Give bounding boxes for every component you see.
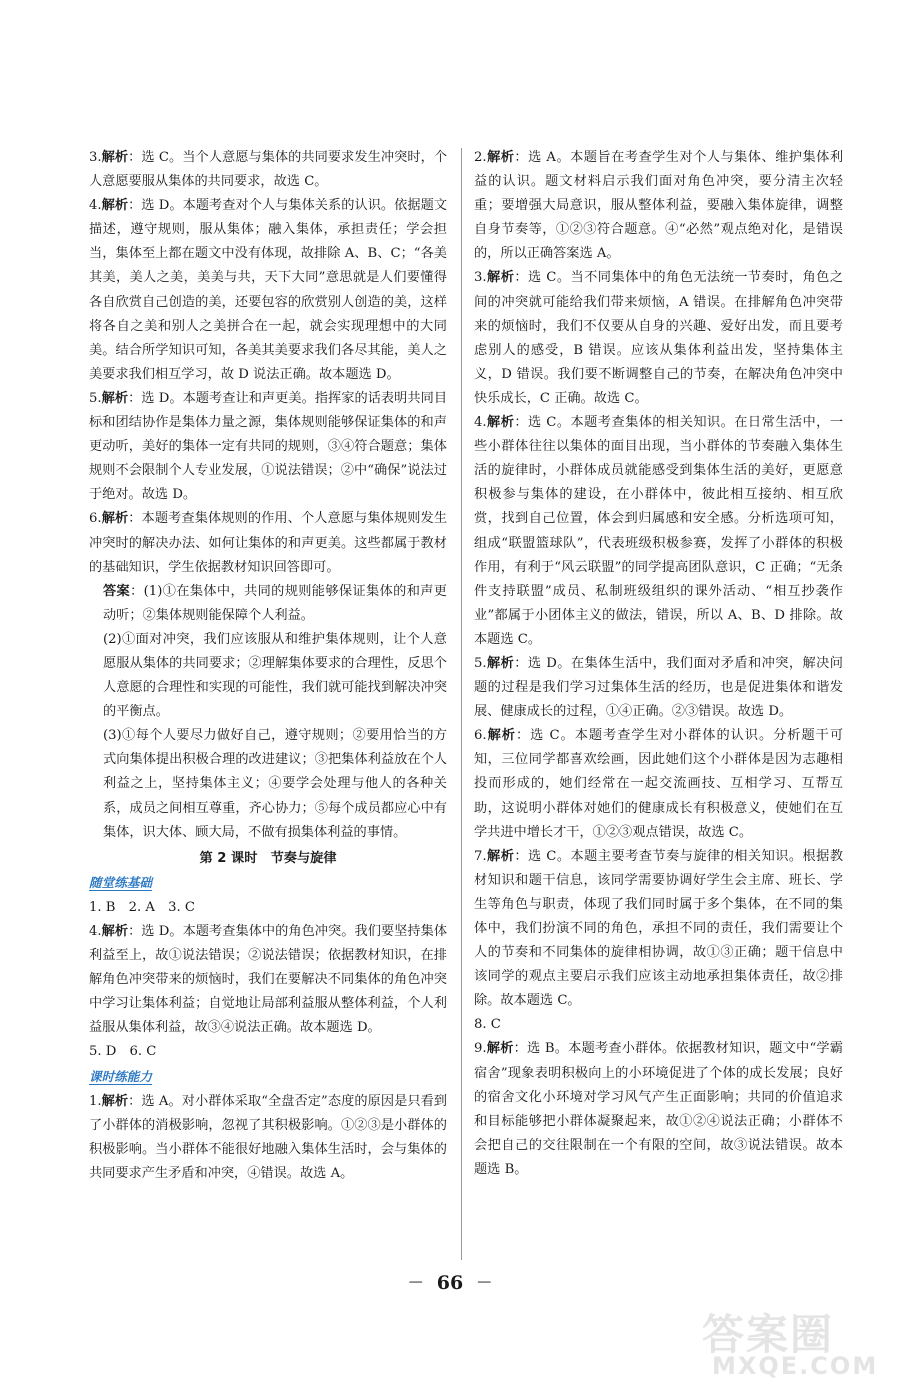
- answer-item: 6.解析：本题考查集体规则的作用、个人意愿与集体规则发生冲突时的解决办法、如何让集体的和声更美。这些都属于教材的基础知识，学生依据教材知识回答即可。: [89, 511, 448, 575]
- answer-item: 3.解析：选 C。当不同集体中的角色无法统一节奏时，角色之间的冲突就可能给我们带来烦恼，A 错误。在排解角色冲突带来的烦恼时，我们不仅要从自身的兴趣、爱好出发，而且要考虑别人的感受，B 错误。应该从集体利益出发，坚持集体主义，D 错误。我们要不断调整自己的节奏，在解决角色冲突中快乐成长，C 正确。故选 C。: [474, 270, 844, 406]
- answer-item: 5.解析：选 D。在集体生活中，我们面对矛盾和冲突，解决问题的过程是我们学习过集体生活的经历，也是促进集体和谐发展、健康成长的过程，①④正确。②③错误。故选 D。: [474, 655, 843, 720]
- section-title: 第 2 课时 节奏与旋律: [199, 850, 337, 866]
- label-analysis: 解析: [486, 1041, 514, 1057]
- label-analysis: 解析: [101, 924, 129, 939]
- label-answer: 答案: [103, 583, 131, 599]
- subsection-heading: 课时练能力: [89, 1068, 152, 1084]
- subsection-heading: 随堂练基础: [89, 874, 152, 890]
- label-analysis: 解析: [486, 270, 515, 286]
- answer-block: (2)①面对冲突，我们应该服从和维护集体规则，让个人意愿服从集体的共同要求；②理解集体要求的合理性，反思个人意愿的合理性和实现的可能性，我们就可能找到解决冲突的平衡点。: [103, 631, 447, 720]
- page-number-dash-left: —: [408, 1274, 423, 1290]
- answer-item: 7.解析：选 C。本题主要考查节奏与旋律的相关知识。根据教材知识和题干信息，该同学需要协调好学生会主席、班长、学生等角色与职责，体现了我们同时属于多个集体，在不同的集体中，我们扮演不同的角色，承担不同的责任，我们需要让个人的节奏和不同集体的旋律相协调，故①③正确；题干信息中该同学的观点主要启示我们应该主动地承担集体责任，故②排除。故本题选 C。: [474, 848, 844, 1009]
- label-analysis: 解析: [101, 1093, 129, 1109]
- label-analysis: 解析: [486, 150, 515, 165]
- label-analysis: 解析: [101, 390, 129, 406]
- label-analysis: 解析: [101, 198, 129, 214]
- answer-item: 3.解析：选 C。当个人意愿与集体的共同要求发生冲突时，个人意愿要服从集体的共同要求，故选 C。: [89, 150, 448, 190]
- short-answers: 5. D 6. C: [89, 1044, 157, 1060]
- answer-item: 4.解析：选 D。本题考查对个人与集体关系的认识。依据题文描述，遵守规则，服从集体；融入集体，承担责任；学会担当，集体至上都在题文中没有体现，故排除 A、B、C；“各美其美，美人之美，美美与共，天下大同”意思就是人们要懂得各自欣赏自己创造的美，还要包容的欣赏别人创造的美，这样将各自之美和别人之美拼合在一起，就会实现理想中的大同美。结合所学知识可知，各美其美要求我们各尽其能，美人之美要求我们相互学习，故 D 说法正确。故本题选 D。: [89, 198, 448, 382]
- page-number: — 66 —: [408, 1272, 492, 1294]
- label-analysis: 解析: [486, 848, 515, 864]
- answer-item: 5.解析：选 D。本题考查让和声更美。指挥家的话表明共同目标和团结协作是集体力量之源，集体规则能够保证集体的和声更动听，美好的集体一定有共同的规则，③④符合题意；集体规则不会限制个人专业发展，①说法错误；②中“确保”说法过于绝对。故选 D。: [89, 390, 448, 503]
- watermark-top-text: 答案圈: [702, 1310, 835, 1359]
- label-analysis: 解析: [486, 415, 515, 431]
- label-analysis: 解析: [101, 511, 129, 527]
- answer-block: (3)①每个人要尽力做好自己，遵守规则；②要用恰当的方式向集体提出积极合理的改进建议；③把集体利益放在个人利益之上，坚持集体主义；④要学会处理与他人的各种关系，成员之间相互尊重，齐心协力；⑤每个成员都应心中有集体，识大体、顾大局，不做有损集体利益的事情。: [103, 728, 447, 840]
- answer-item: 1.解析：选 A。对小群体采取“全盘否定”态度的原因是只看到了小群体的消极影响，忽视了其积极影响。①②③是小群体的积极影响。当小群体不能很好地融入集体生活时，会与集体的共同要求产生矛盾和冲突，④错误。故选 A。: [89, 1093, 447, 1181]
- label-analysis: 解析: [486, 728, 516, 744]
- short-answers: 1. B 2. A 3. C: [89, 899, 196, 915]
- label-analysis: 解析: [486, 655, 515, 671]
- label-analysis: 解析: [101, 150, 129, 165]
- answer-item: 9.解析：选 B。本题考查小群体。依据教材知识，题文中“学霸宿舍”现象表明积极向上的小环境促进了个体的成长发展；良好的宿舍文化小环境对学习风气产生正面影响；共同的价值追求和目标能够把小群体凝聚起来，故①②④说法正确；小群体不会把自己的交往限制在一个有限的空间，故③说法错误。故本题选 B。: [474, 1041, 844, 1177]
- short-answers: 8. C: [474, 1017, 501, 1033]
- answer-item: 4.解析：选 D。本题考查集体中的角色冲突。我们要坚持集体利益至上，故①说法错误；②说法错误；依据教材知识，在排解角色冲突带来的烦恼时，我们在要解决不同集体的角色冲突中学习让集体利益；自觉地让局部利益服从整体利益，个人利益服从集体利益，故③④说法正确。故本题选 D。: [89, 924, 448, 1036]
- watermark-bottom-text: MXQE.COM: [712, 1352, 879, 1380]
- answer-item: 6.解析：选 C。本题考查学生对小群体的认识。分析题干可知，三位同学都喜欢绘画，因此她们这个小群体是因为志趣相投而形成的，她们经常在一起交流画技、互相学习、互帮互助，这说明小群体对她们的健康成长有积极意义，使她们在互学共进中增长才干，①②③观点错误，故选 C。: [474, 728, 844, 840]
- right-column: [474, 146, 843, 1182]
- answer-item: 2.解析：选 A。本题旨在考查学生对个人与集体、维护集体利益的认识。题文材料启示我们面对角色冲突，要分清主次轻重；要增强大局意识，服从整体利益，要融入集体旋律，调整自身节奏等，①②③符合题意。④“必然”观点绝对化，是错误的，所以正确答案选 A。: [474, 150, 844, 262]
- page-number-dash-right: —: [477, 1274, 492, 1290]
- left-column: [89, 146, 447, 1186]
- answer-item: 4.解析：选 C。本题考查集体的相关知识。在日常生活中，一些小群体往往以集体的面目出现，当小群体的节奏融入集体生活的旋律时，小群体成员就能感受到集体生活的美好，更愿意积极参与集体的建设，在小群体中，彼此相互接纳、相互欣赏，找到自己位置，体会到归属感和安全感。分析选项可知，组成“联盟篮球队”，代表班级积极参赛，发挥了小群体的积极作用，有利于“风云联盟”的同学提高团队意识，C 正确；“无条件支持联盟”成员、私制班级组织的课外活动、“相互抄袭作业”都属于小团体主义的做法，错误，所以 A、B、D 排除。故本题选 C。: [474, 415, 844, 647]
- watermark-logo: [698, 1302, 888, 1380]
- answer-block: 答案：(1)①在集体中，共同的规则能够保证集体的和声更动听；②集体规则能保障个人利益。: [103, 583, 447, 623]
- column-divider: [461, 148, 462, 1260]
